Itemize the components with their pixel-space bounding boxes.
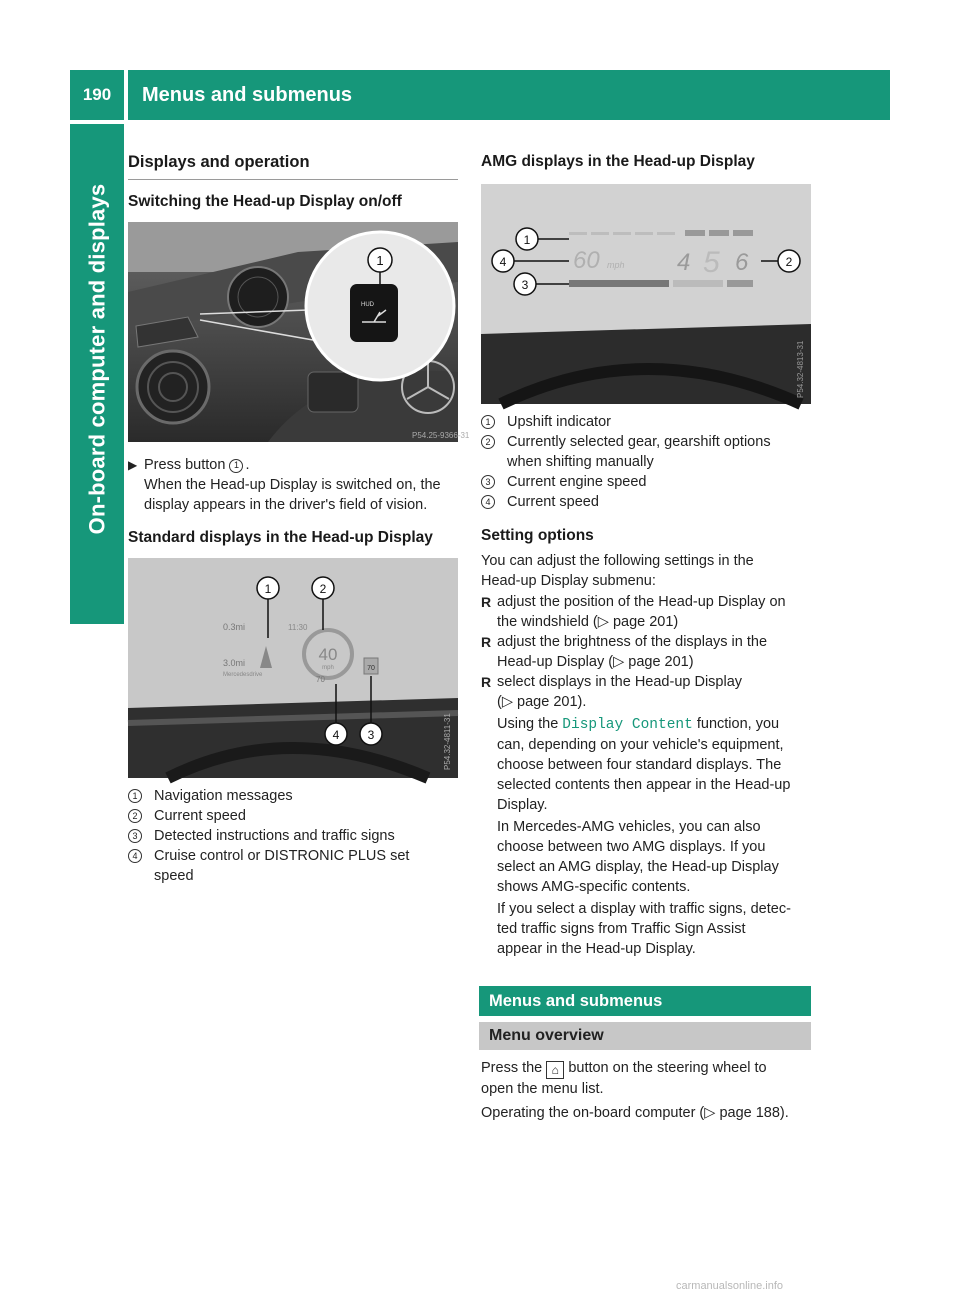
svg-text:mph: mph (607, 260, 625, 270)
photo-standard-hud-svg (128, 558, 458, 778)
page-number: 190 (70, 70, 124, 120)
legend-item: 3 Current engine speed (481, 472, 821, 492)
bullet-icon: R (481, 634, 492, 650)
page-ref-arrow-icon: ▷ (597, 614, 613, 630)
svg-text:70: 70 (316, 675, 325, 684)
svg-text:2: 2 (785, 255, 793, 269)
svg-text:1: 1 (523, 233, 531, 247)
bullet-icon: R (481, 594, 492, 610)
page-ref-link[interactable]: page 201) (628, 654, 694, 670)
svg-text:5: 5 (703, 246, 720, 279)
section-divider (128, 179, 458, 180)
heading-setting-options: Setting options (481, 527, 594, 544)
chapter-title: Menus and submenus (128, 70, 890, 120)
svg-text:4: 4 (332, 728, 340, 742)
home-icon: ⌂ (546, 1061, 564, 1079)
svg-text:0.3mi: 0.3mi (223, 622, 246, 632)
page-ref-link[interactable]: page 201). (517, 694, 587, 710)
page-ref-link[interactable]: page 201) (612, 614, 679, 630)
amg-legend (481, 412, 821, 512)
list-item: R adjust the brightness of the displays in the Head-up Display (▷ page 201) (481, 634, 768, 670)
heading-standard-displays: Standard displays in the Head-up Display (128, 529, 433, 546)
photo1-callout: 1 (376, 253, 384, 268)
watermark: carmanualsonline.info (676, 1280, 784, 1292)
svg-text:3.0mi: 3.0mi (223, 658, 246, 668)
page-ref-arrow-icon: ▷ (501, 694, 518, 710)
legend-item: 2 Currently selected gear, gearshift options when shifting manually (481, 432, 821, 472)
photo-amg-hud (481, 184, 811, 404)
svg-text:2: 2 (319, 582, 327, 596)
page-ref-arrow-icon: ▷ (704, 1105, 720, 1121)
photo-hud-button (128, 222, 470, 442)
side-tab-label: On-board computer and displays (84, 183, 109, 535)
page-ref-link[interactable]: page 188). (719, 1105, 789, 1121)
svg-text:HUD: HUD (361, 302, 374, 308)
section-menu-overview: Menu overview (479, 1022, 811, 1050)
step-result-line2: display appears in the driver's field of vision. (144, 497, 428, 513)
heading-amg-displays: AMG displays in the Head-up Display (481, 153, 755, 170)
display-content-code: Display Content (562, 717, 693, 733)
photo-standard-hud (128, 558, 458, 778)
legend-item: 1 Upshift indicator (481, 412, 821, 432)
legend-item: 4 Current speed (481, 492, 821, 512)
photo1-code: P54.25-9366-31 (412, 431, 470, 440)
step-result-line1: When the Head-up Display is switched on, the (144, 477, 441, 493)
photo-hud-button-svg (128, 222, 470, 442)
heading-switching: Switching the Head-up Display on/off (128, 193, 402, 210)
step-press-button: ▶ Press button 1 . When the Head-up Display is switched on, the display appears in the driver's field of vision. (128, 455, 468, 515)
svg-text:6: 6 (735, 249, 749, 276)
svg-text:1: 1 (264, 582, 272, 596)
settings-body: You can adjust the following settings in the Head-up Display submenu: R adjust the position of the Head-up Display on the windshield (▷ page 201) R adjust the brightness of the displays in the Head-up Display (▷ page 201) R select displays in the Head-up Display (▷ page 201). Using the Display Content function, you can, depending on your vehicle's equipment, choose between four standard displays. The selected contents then appear in the Head-up Display. In Mercedes-AMG vehicles, you can also choose between two AMG displays. If you select an AMG display, the Head-up Display shows AMG-specific contents. If you select a display with traffic signs, detec- ted traffic signs from Traffic Sign Assist appear in the Head-up Display. (481, 551, 821, 959)
svg-text:4: 4 (499, 255, 507, 269)
svg-text:40: 40 (318, 645, 338, 664)
legend-item: 1 Navigation messages (128, 786, 468, 806)
standard-legend (128, 786, 468, 886)
svg-text:mph: mph (322, 665, 334, 671)
side-tab-label-wrap (70, 124, 124, 594)
svg-text:11:30: 11:30 (288, 623, 308, 632)
svg-text:70: 70 (367, 665, 375, 672)
svg-text:3: 3 (521, 278, 529, 292)
step-arrow-icon: ▶ (128, 458, 138, 472)
legend-item: 2 Current speed (128, 806, 468, 826)
svg-text:Mercedesdrive: Mercedesdrive (223, 672, 263, 678)
list-item: R adjust the position of the Head-up Display on the windshield (▷ page 201) (481, 594, 786, 630)
svg-text:60: 60 (573, 247, 600, 274)
photo2-code: P54.32-4811-31 (443, 713, 452, 770)
page-ref-arrow-icon: ▷ (613, 654, 629, 670)
legend-item: 3 Detected instructions and traffic signs (128, 826, 468, 846)
legend-item: 4 Cruise control or DISTRONIC PLUS set speed (128, 846, 468, 886)
bullet-icon: R (481, 674, 492, 690)
list-item: R select displays in the Head-up Display (▷ page 201). Using the Display Content function, you can, depending on your vehicle's equipment, choose between four standard displays. The selected contents then appear in the Head-up Display. In Mercedes-AMG vehicles, you can also choose between two AMG displays. If you select an AMG display, the Head-up Display shows AMG-specific contents. If you select a display with traffic signs, detec- ted traffic signs from Traffic Sign Assist appear in the Head-up Display. (481, 674, 791, 957)
section-menus-submenus: Menus and submenus (479, 986, 811, 1016)
section-title-displays: Displays and operation (128, 153, 310, 171)
menu-overview-text: Press the ⌂ button on the steering wheel to open the menu list. Operating the on-board computer (▷ page 188). (481, 1060, 789, 1121)
photo3-code: P54.32-4813-31 (796, 340, 805, 398)
photo-amg-hud-svg (481, 184, 811, 404)
svg-text:4: 4 (677, 249, 691, 276)
svg-text:3: 3 (367, 728, 375, 742)
callout-1-icon: 1 (229, 459, 243, 473)
